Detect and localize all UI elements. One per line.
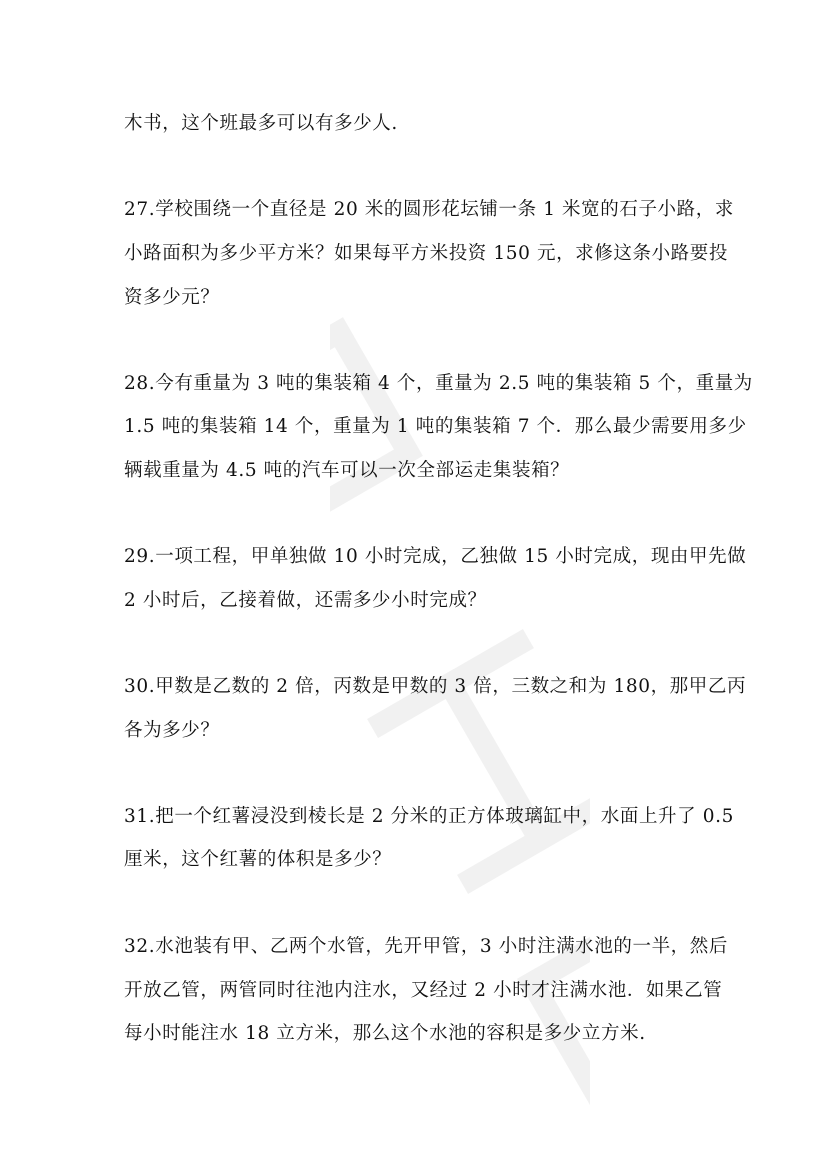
paragraph-line: 29.一项工程，甲单独做 10 小时完成，乙独做 15 小时完成，现由甲先做 — [124, 546, 747, 567]
paragraph-line: 每小时能注水 18 立方米，那么这个水池的容积是多少立方米. — [124, 1023, 646, 1044]
paragraph-line: 2 小时后，乙接着做，还需多少小时完成？ — [124, 590, 487, 611]
paragraph-line: 27.学校围绕一个直径是 20 米的圆形花坛铺一条 1 米宽的石子小路，求 — [124, 199, 734, 220]
paragraph-line: 开放乙管，两管同时往池内注水，又经过 2 小时才注满水池．如果乙管 — [124, 980, 723, 1001]
paragraph-line: 辆载重量为 4.5 吨的汽车可以一次全部运走集装箱？ — [124, 460, 570, 481]
paragraph-line: 资多少元？ — [124, 287, 220, 308]
paragraph-line: 木书，这个班最多可以有多少人. — [124, 113, 398, 134]
paragraph-line: 小路面积为多少平方米？如果每平方米投资 150 元，求修这条小路要投 — [124, 243, 728, 264]
paragraph-line: 30.甲数是乙数的 2 倍，丙数是甲数的 3 倍，三数之和为 180，那甲乙丙 — [124, 676, 747, 697]
paragraph-line: 1.5 吨的集装箱 14 个，重量为 1 吨的集装箱 7 个．那么最少需要用多少 — [124, 416, 747, 437]
paragraph-line: 厘米，这个红薯的体积是多少？ — [124, 849, 392, 870]
paragraph-line: 各为多少？ — [124, 720, 220, 741]
paragraph-line: 32.水池装有甲、乙两个水管，先开甲管，3 小时注满水池的一半，然后 — [124, 936, 728, 957]
paragraph-line: 28.今有重量为 3 吨的集装箱 4 个，重量为 2.5 吨的集装箱 5 个，重量为 — [124, 373, 753, 394]
paragraph-line: 31.把一个红薯浸没到棱长是 2 分米的正方体玻璃缸中，水面上升了 0.5 — [124, 806, 734, 827]
